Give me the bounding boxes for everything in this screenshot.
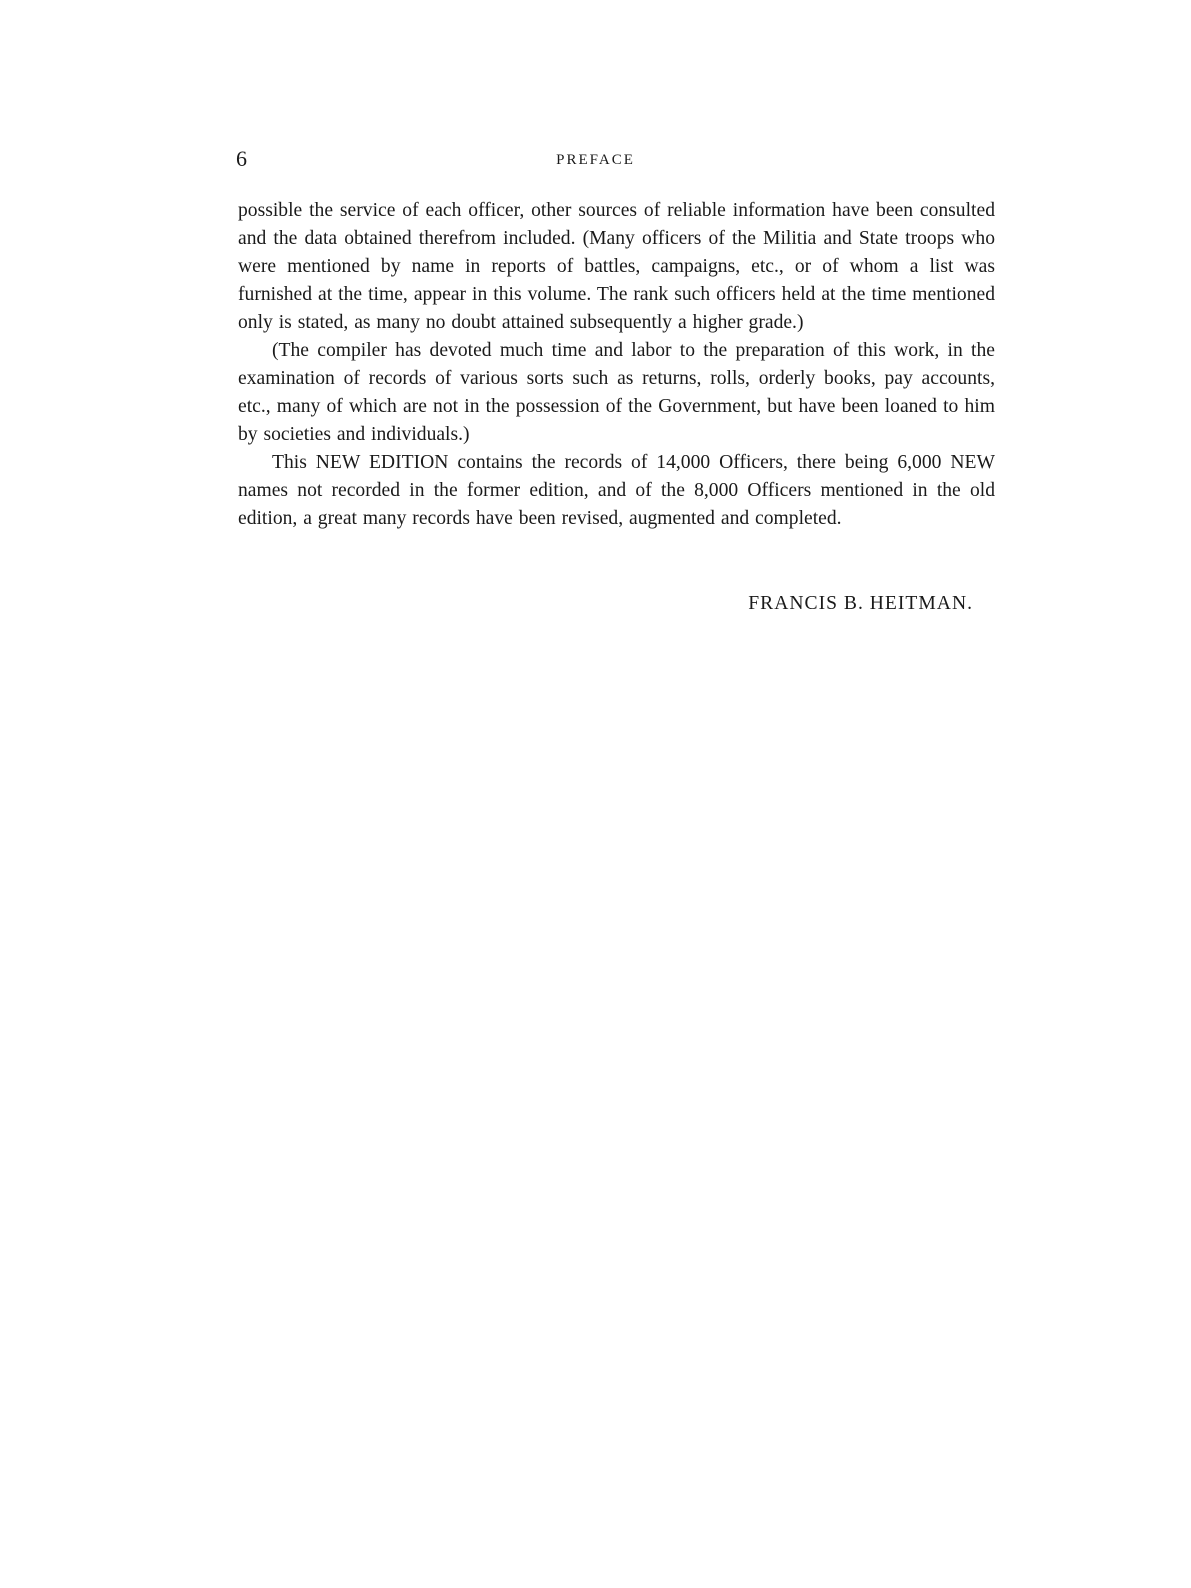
page-number: 6 (236, 146, 247, 171)
author-signature: FRANCIS B. HEITMAN. (748, 593, 973, 614)
paragraph-compiler-note: (The compiler has devoted much time and labor to the preparation of this work, in the examination of records of various sorts such as returns, rolls, orderly books, pay accounts, etc., many of which are not in the possession of the Government, but have been loaned to him by societies and individuals.) (238, 340, 995, 445)
paragraph-new-edition: This NEW EDITION contains the records of 14,000 Officers, there being 6,000 NEW names not recorded in the former edition, and of the 8,000 Officers mentioned in the old edition, a great many records have been revised, augmented and completed. (238, 452, 995, 529)
paragraph-continuation: possible the service of each officer, other sources of reliable information have been consulted and the data obtained therefrom included. (Many officers of the Militia and State troops who were mentioned by name in reports of battles, campaigns, etc., or of whom a list was furnished at the time, appear in this volume. The rank such officers held at the time mentioned only is stated, as many no doubt attained subsequently a higher grade.) (238, 200, 995, 333)
preface-body (238, 197, 995, 533)
running-title: PREFACE (556, 152, 635, 168)
